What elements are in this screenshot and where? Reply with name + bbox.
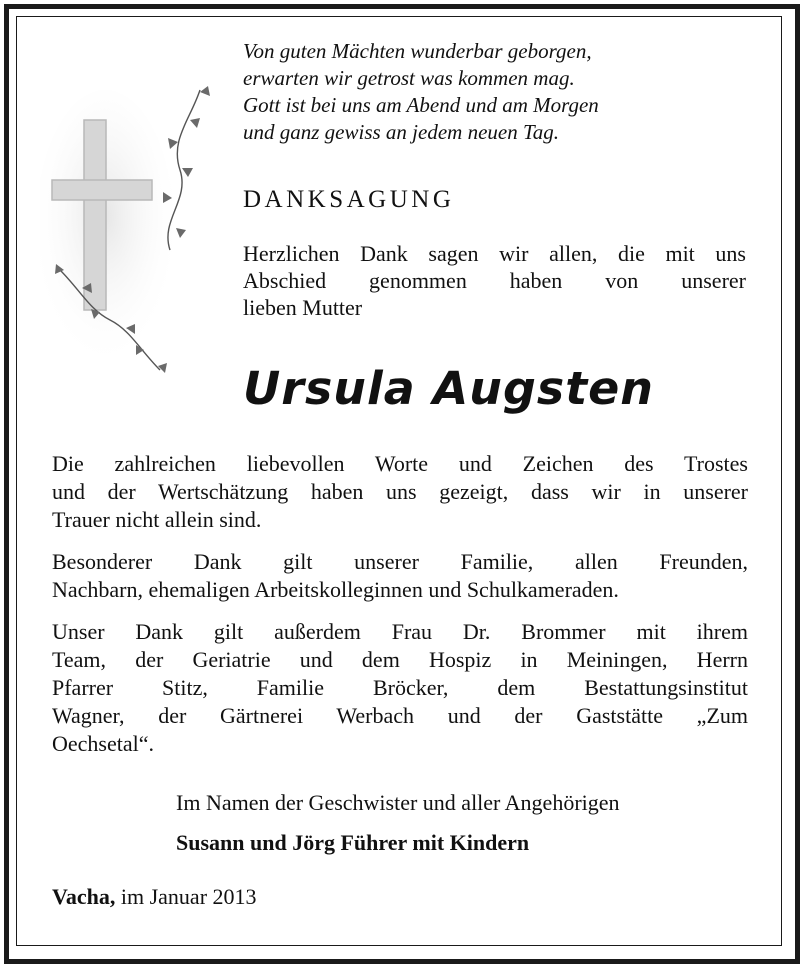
paragraph-line: Unser Dank gilt außerdem Frau Dr. Brommer mit ihrem — [52, 619, 748, 644]
paragraph-condolences — [52, 450, 748, 534]
cross-with-ivy-icon — [40, 80, 220, 380]
deceased-name: Ursula Augsten — [243, 362, 655, 415]
paragraph-line: Trauer nicht allein sind. — [52, 507, 262, 532]
poem-line: und ganz gewiss an jedem neuen Tag. — [243, 120, 559, 144]
paragraph-line: Team, der Geriatrie und dem Hospiz in Meiningen, Herrn — [52, 647, 748, 672]
intro-text — [243, 240, 746, 321]
intro-line: Herzlichen Dank sagen wir allen, die mit uns — [243, 241, 746, 266]
paragraph-line: Besonderer Dank gilt unserer Familie, allen Freunden, — [52, 549, 748, 574]
paragraph-line: Nachbarn, ehemaligen Arbeitskolleginnen und Schulkameraden. — [52, 577, 619, 602]
paragraph-further-thanks — [52, 618, 748, 758]
place-date — [52, 884, 257, 910]
on-behalf-line: Im Namen der Geschwister und aller Angehörigen — [176, 790, 620, 815]
poem-line: Gott ist bei uns am Abend und am Morgen — [243, 93, 599, 117]
paragraph-line: Oechsetal“. — [52, 731, 154, 756]
place: Vacha, — [52, 884, 116, 909]
page-title: DANKSAGUNG — [243, 186, 455, 213]
signatory-names: Susann und Jörg Führer mit Kindern — [176, 830, 530, 855]
date: im Januar 2013 — [120, 884, 257, 909]
paragraph-line: Wagner, der Gärtnerei Werbach und der Gaststätte „Zum — [52, 703, 748, 728]
poem-line: erwarten wir getrost was kommen mag. — [243, 66, 575, 90]
paragraph-family-thanks — [52, 548, 748, 604]
paragraph-line: Pfarrer Stitz, Familie Bröcker, dem Bestattungsinstitut — [52, 675, 748, 700]
paragraph-line: und der Wertschätzung haben uns gezeigt, dass wir in unserer — [52, 479, 748, 504]
poem-line: Von guten Mächten wunderbar geborgen, — [243, 39, 592, 63]
intro-line: Abschied genommen haben von unserer — [243, 268, 746, 293]
intro-line: lieben Mutter — [243, 295, 363, 320]
poem — [243, 38, 599, 146]
paragraph-line: Die zahlreichen liebevollen Worte und Zeichen des Trostes — [52, 451, 748, 476]
